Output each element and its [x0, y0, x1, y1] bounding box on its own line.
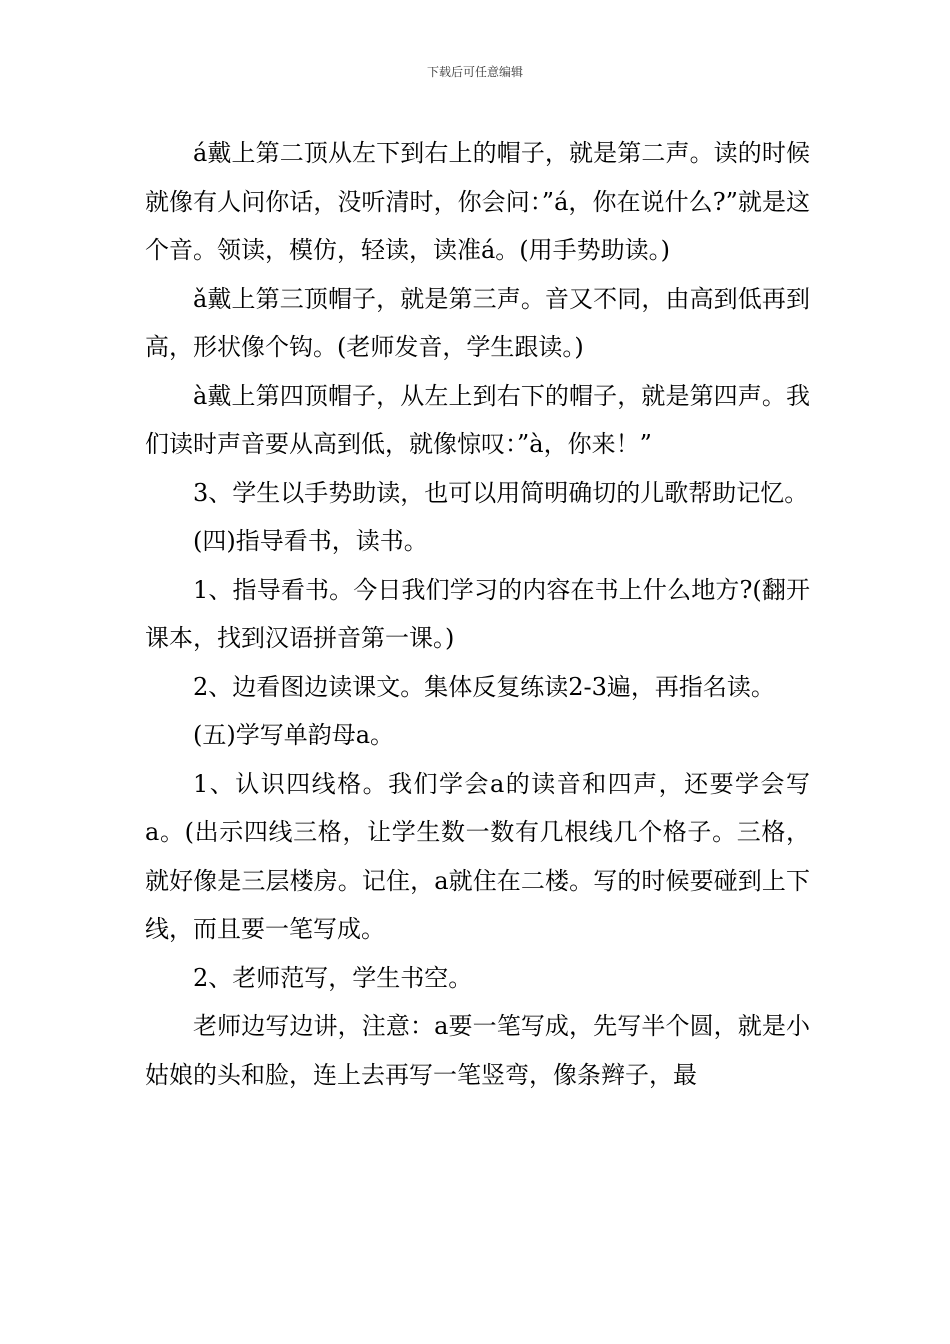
paragraph-read-text: 2、边看图边读课文。集体反复练读2-3遍，再指名读。 — [193, 672, 775, 701]
paragraph-four-line-grid: 1、认识四线格。我们学会a的读音和四声，还要学会写a。(出示四线三格，让学生数一数有几根线几个格子。三格，就好像是三层楼房。记住，a就住在二楼。写的时候要碰到上下线，而且要一笔写成。 — [145, 769, 810, 943]
section-heading-four: (四)指导看书，读书。 — [193, 527, 428, 555]
paragraph-guide-book: 1、指导看书。今日我们学习的内容在书上什么地方?(翻开课本，找到汉语拼音第一课。) — [145, 575, 810, 652]
paragraph-third-tone: ǎ戴上第三顶帽子，就是第三声。音又不同，由高到低再到高，形状像个钩。(老师发音，学生跟读。) — [145, 284, 810, 361]
paragraph-teacher-demo: 2、老师范写，学生书空。 — [193, 963, 473, 992]
document-body — [145, 129, 810, 1099]
section-heading-five: (五)学写单韵母a。 — [193, 721, 395, 749]
paragraph-writing-explanation: 老师边写边讲，注意：a要一笔写成，先写半个圆，就是小姑娘的头和脸，连上去再写一笔竖弯，像条辫子，最 — [145, 1012, 810, 1089]
paragraph-fourth-tone: à戴上第四顶帽子，从左上到右下的帽子，就是第四声。我们读时声音要从高到低，就像惊叹：”à，你来！” — [145, 381, 810, 458]
page-header: 下载后可任意编辑 — [426, 65, 523, 79]
paragraph-second-tone: á戴上第二顶从左下到右上的帽子，就是第二声。读的时候就像有人问你话，没听清时，你会问：”á，你在说什么?”就是这个音。领读，模仿，轻读，读准á。(用手势助读。) — [145, 139, 810, 264]
paragraph-gesture-reading: 3、学生以手势助读，也可以用简明确切的儿歌帮助记忆。 — [193, 478, 809, 507]
